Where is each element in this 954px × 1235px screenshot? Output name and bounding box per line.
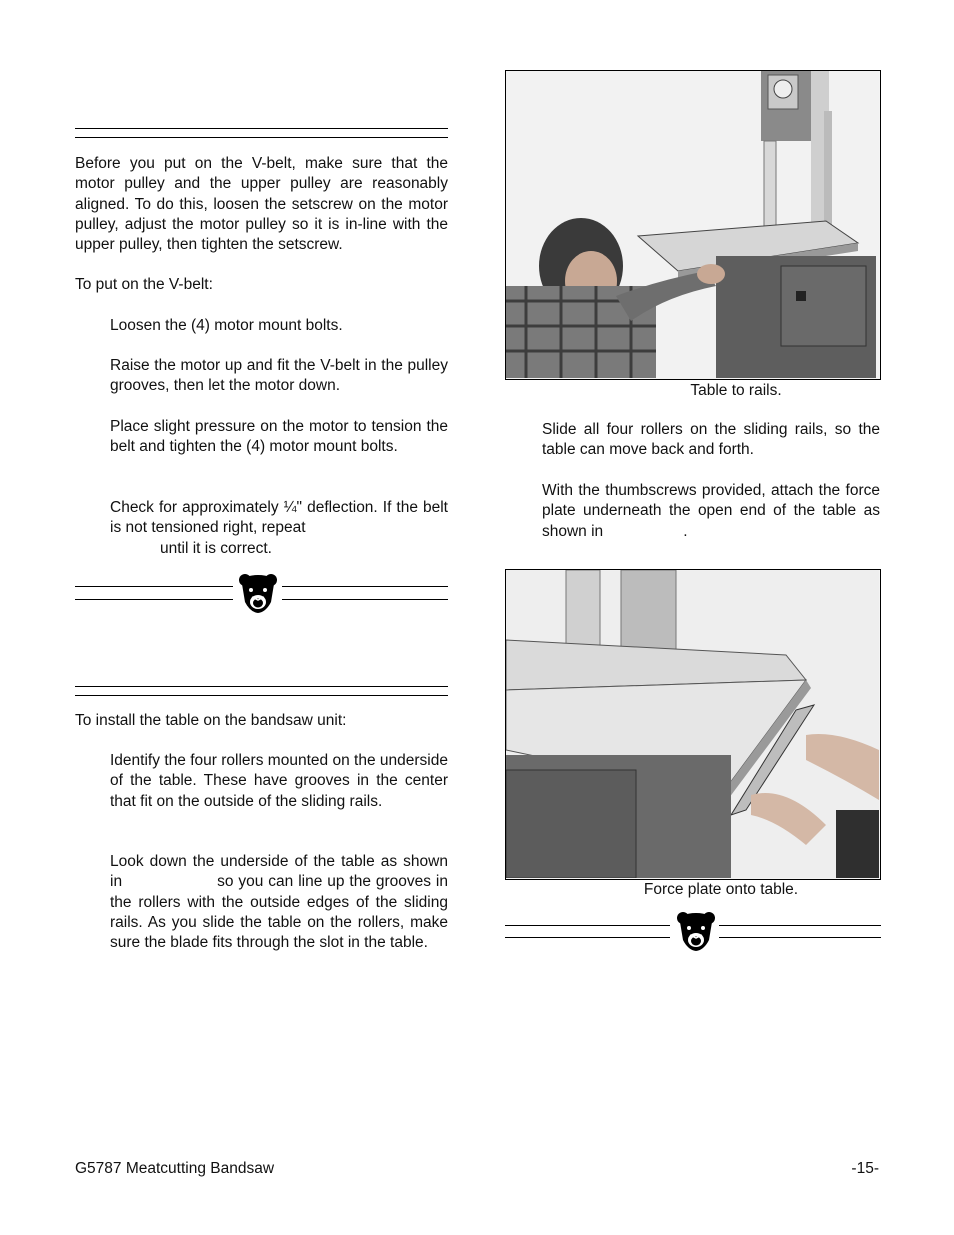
section-rule-top [75, 128, 448, 129]
force-plate-step-text-a: With the thumbscrews provided, attach the force plate underneath the open end of the table as shown in [542, 482, 880, 540]
table-step-2 [110, 852, 448, 953]
figure-table-to-rails [505, 70, 881, 380]
bear-logo-icon-2 [676, 910, 716, 952]
section-rule-top-2 [75, 137, 448, 138]
bear-logo-icon [238, 572, 278, 614]
vbelt-step-2: Raise the motor up and fit the V-belt in the pulley grooves, then let the motor down. [110, 357, 448, 395]
bear-divider-left-line-2 [75, 599, 233, 600]
bear-divider2-right-line-1 [719, 925, 881, 926]
vbelt-step-4-text-a: Check for approximately ¼" deflection. If the belt is not tensioned right, repeat [110, 499, 448, 537]
vbelt-step-4-text-b: until it is correct. [160, 539, 272, 557]
bear-divider2-left-line-1 [505, 925, 670, 926]
section-rule-table [75, 686, 448, 687]
bear-divider-right-line-2 [282, 599, 448, 600]
force-plate-step [542, 481, 880, 542]
table-step-1: Identify the four rollers mounted on the underside of the table. These have grooves in the center that fit on the outside of the sliding rails. [110, 752, 448, 810]
force-plate-step-text-b: . [683, 522, 688, 540]
vbelt-intro: To put on the V-belt: [75, 276, 213, 293]
figure2-caption: Force plate onto table. [643, 881, 799, 898]
rails-step: Slide all four rollers on the sliding rails, so the table can move back and forth. [542, 421, 880, 459]
vbelt-step-4 [110, 498, 448, 559]
table-intro: To install the table on the bandsaw unit: [75, 712, 347, 729]
vbelt-step-1: Loosen the (4) motor mount bolts. [110, 317, 343, 334]
bear-divider2-left-line-2 [505, 937, 670, 938]
figure-force-plate [505, 569, 881, 880]
table-step-2-text-a: Look down the underside of the table as shown in [110, 853, 448, 891]
bear-divider-right-line-1 [282, 586, 448, 587]
footer-page-number: -15- [851, 1160, 879, 1177]
figure1-caption: Table to rails. [690, 382, 782, 399]
bear-divider2-right-line-2 [719, 937, 881, 938]
footer-model: G5787 Meatcutting Bandsaw [75, 1160, 275, 1177]
pulley-alignment-paragraph: Before you put on the V-belt, make sure that the motor pulley and the upper pulley are reasonably aligned. To do this, loosen the setscrew on the motor pulley, adjust the motor pulley so it is in-line with the upper pulley, then tighten the setscrew. [75, 155, 448, 254]
vbelt-step-3: Place slight pressure on the motor to tension the belt and tighten the (4) motor mount bolts. [110, 418, 448, 456]
section-rule-table-2 [75, 695, 448, 696]
bear-divider-left-line-1 [75, 586, 233, 587]
table-step-2-text-b: so you can line up the grooves in the rollers with the outside edges of the sliding rails. As you slide the table on the rollers, make sure the blade fits through the slot in the table. [110, 873, 448, 952]
